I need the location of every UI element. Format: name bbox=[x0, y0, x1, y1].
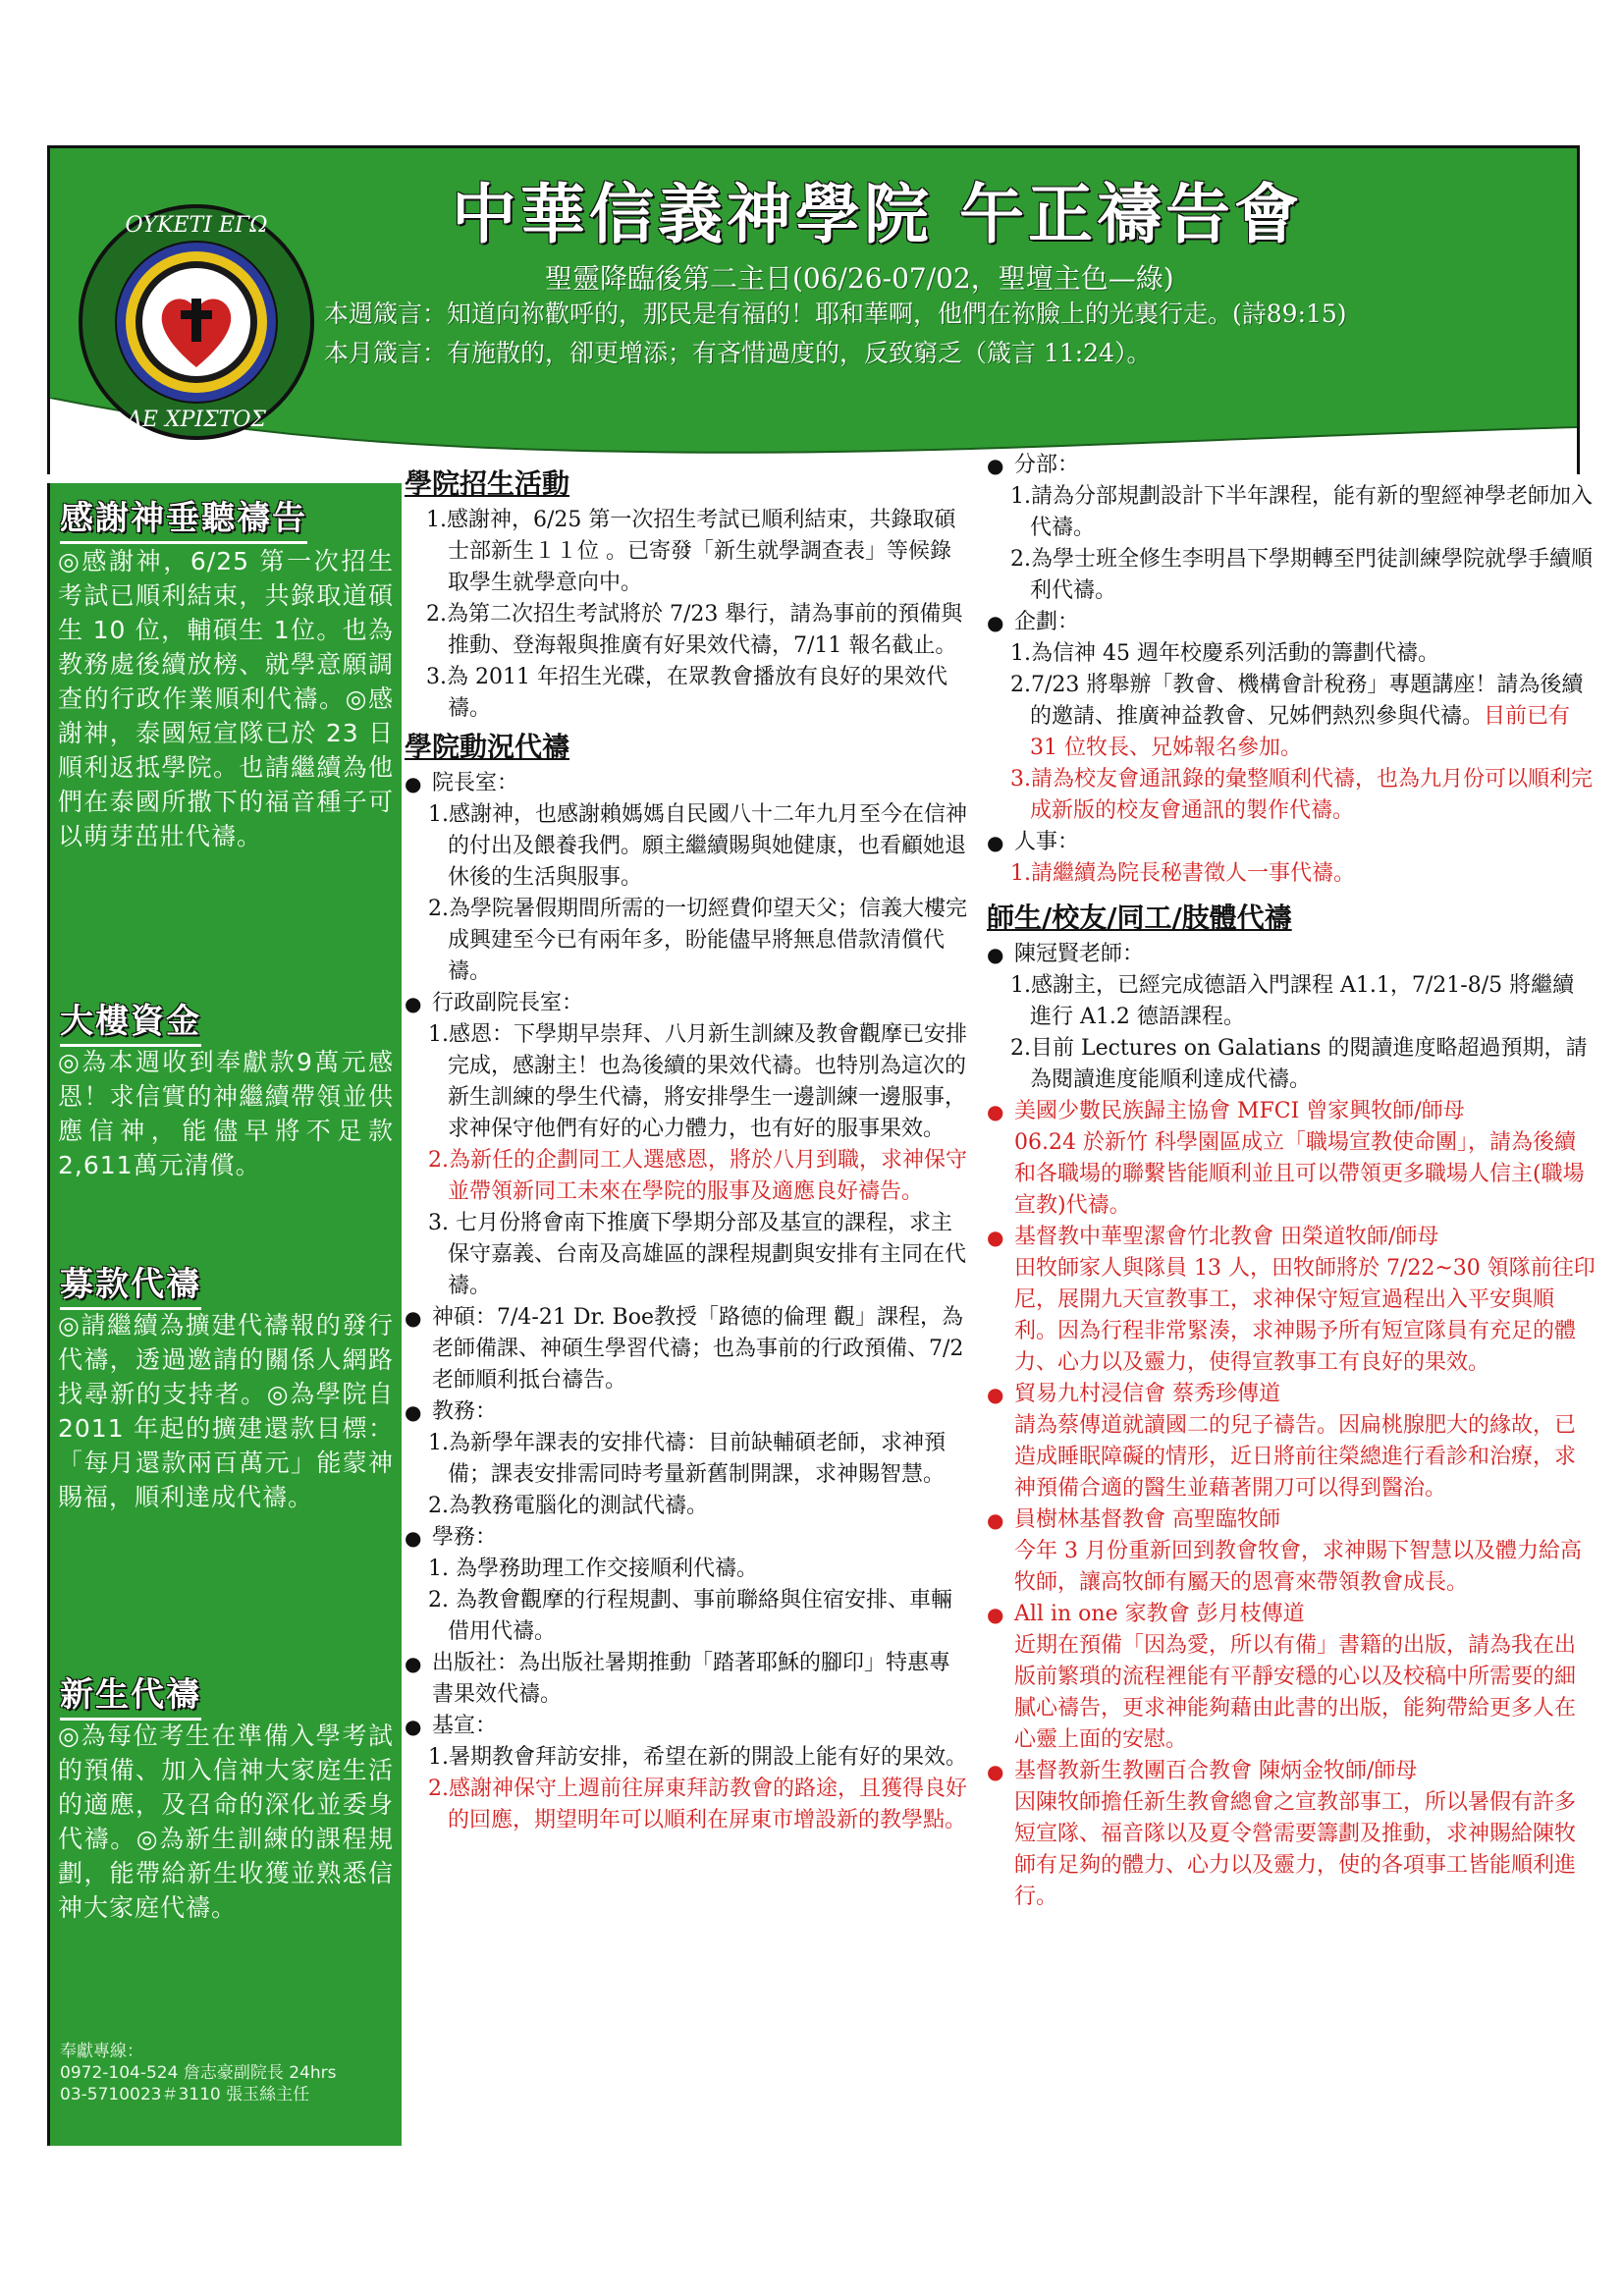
prayer-head-3: ● 貿易九村浸信會 蔡秀珍傳道 bbox=[987, 1379, 1596, 1410]
donation-hotline-label: 奉獻專線： bbox=[60, 2042, 143, 2061]
planning-item-2 bbox=[987, 670, 1596, 764]
sidebar-title-fundraising: 募款代禱 bbox=[60, 1257, 201, 1305]
academic-affairs-label: ● 教務： bbox=[405, 1396, 969, 1428]
prayer-body-3: 請為蔡傳道就讀國二的兒子禱告。因扁桃腺肥大的緣故，已造成睡眠障礙的情形，近日將前往榮總進行看診和治療，求神預備合適的醫生並藉著開刀可以得到醫治。 bbox=[1014, 1413, 1577, 1501]
basic-mission-item-2: 2.感謝神保守上週前往屏東拜訪教會的路途，且獲得良好的回應，期望明年可以順利在屏東市增設新的教學點。 bbox=[428, 1777, 967, 1832]
basic-mission-label: ● 基宣： bbox=[405, 1711, 969, 1742]
thm-item: ● 神碩：7/4-21 Dr. Boe教授「路德的倫理 觀」課程，為老師備課、神碩生學習代禱；也為事前的行政預備、7/2老師順利抵台禱告。 bbox=[405, 1302, 969, 1396]
sidebar-text-new-students: ◎為每位考生在準備入學考試的預備、加入信神大家庭生活的適應，及召命的深化並委身代禱。◎為新生訓練的課程規劃，能帶給新生收獲並熟悉信神大家庭代禱。 bbox=[58, 1722, 394, 1922]
branch-item-1: 1.請為分部規劃設計下半年課程，能有新的聖經神學老師加入代禱。 bbox=[1010, 484, 1593, 540]
sidebar-title-thanks: 感謝神垂聽禱告 bbox=[60, 491, 307, 539]
prayer-body-1: 06.24 於新竹 科學園區成立「職場宣教使命團」，請為後續和各職場的聯繫皆能順利並且可以帶領更多職場人信主(職場宣教)代禱。 bbox=[1014, 1130, 1585, 1218]
planning-item-2-text: 2.7/23 將舉辦「教會、機構會計稅務」專題講座！請為後續的邀請、推廣神益教會、兄姊們熱烈參與代禱。 bbox=[1010, 673, 1584, 729]
planning-item-1: 1.為信神 45 週年校慶系列活動的籌劃代禱。 bbox=[1010, 641, 1439, 666]
personnel-item-1: 1.請繼續為院長秘書徵人一事代禱。 bbox=[1010, 861, 1355, 886]
planning-item-2-update: 目前已有 31 位牧長、兄姊報名參加。 bbox=[1030, 704, 1571, 760]
academic-affairs-item-2: 2.為教務電腦化的測試代禱。 bbox=[428, 1494, 708, 1518]
admissions-item-2: 2.為第二次招生考試將於 7/23 舉行，請為事前的預備與推動、登海報與推廣有好果效代禱，7/11 報名截止。 bbox=[426, 602, 963, 658]
sidebar-title-building-fund: 大樓資金 bbox=[60, 994, 201, 1042]
prayer-body-5: 近期在預備「因為愛，所以有備」書籍的出版，請為我在出版前繁瑣的流程裡能有平靜安穩的心以及校稿中所需要的細膩心禱告，更求神能夠藉由此書的出版，能夠帶給更多人在心靈上面的安慰。 bbox=[1014, 1633, 1577, 1752]
donation-hotline-phone-1: 0972-104-524 詹志豪副院長 24hrs bbox=[60, 2063, 337, 2083]
admissions-item-1: 1.感謝神，6/25 第一次招生考試已順利結束，共錄取碩士部新生１１位 。已寄發「新生就學調查表」等候錄取學生就學意向中。 bbox=[426, 508, 956, 595]
middle-column bbox=[405, 462, 969, 1836]
section-title-seminary-updates: 學院動況代禱 bbox=[405, 731, 570, 763]
vp-item-2: 2.為新任的企劃同工人選感恩，將於八月到職，求神保守並帶領新同工未來在學院的服事及適應良好禱告。 bbox=[428, 1148, 967, 1204]
chen-teacher-item-2: 2.目前 Lectures on Galatians 的閱讀進度略超過預期，請為閱讀進度能順利達成代禱。 bbox=[1010, 1036, 1588, 1092]
dean-item-1: 1.感謝神，也感謝賴媽媽自民國八十二年九月至今在信神的付出及餵養我們。願主繼續賜與她健康，也看顧她退休後的生活與服事。 bbox=[428, 802, 967, 890]
page-title: 中華信義神學院 午正禱告會 bbox=[452, 177, 1303, 252]
chen-teacher-item-1: 1.感謝主，已經完成德語入門課程 A1.1，7/21-8/5 將繼續進行 A1.2 德語課程。 bbox=[1010, 973, 1575, 1029]
donation-hotline-phone-2: 03-5710023＃3110 張玉絲主任 bbox=[60, 2085, 310, 2105]
section-title-community-prayer: 師生/校友/同工/肢體代禱 bbox=[987, 902, 1292, 934]
donation-hotline bbox=[60, 2041, 394, 2105]
sidebar-text-fundraising: ◎請繼續為擴建代禱報的發行代禱，透過邀請的關係人網路找尋新的支持者。◎為學院自 2011 年起的擴建還款目標：「每月還款兩百萬元」能蒙神賜福，順利達成代禱。 bbox=[58, 1311, 394, 1511]
vp-item-3: 3. 七月份將會南下推廣下學期分部及基宣的課程，求主保守嘉義、台南及高雄區的課程規劃與安排有主同在代禱。 bbox=[428, 1211, 967, 1298]
sidebar-text-thanks: ◎感謝神，6/25 第一次招生考試已順利結束，共錄取道碩生 10 位，輔碩生 1位。也為教務處後續放榜、就學意願調查的行政作業順利代禱。◎感謝神，泰國短宣隊已於 23 日順利返抵學院。也請繼續為他們在泰國所撒下的福音種子可以萌芽茁壯代禱。 bbox=[58, 547, 394, 850]
basic-mission-item-1: 1.暑期教會拜訪安排，希望在新的開設上能有好的果效。 bbox=[428, 1745, 967, 1770]
admissions-item-3: 3.為 2011 年招生光碟，在眾教會播放有良好的果效代禱。 bbox=[426, 665, 947, 721]
right-column bbox=[987, 450, 1596, 1913]
vice-president-office-label: ● 行政副院長室： bbox=[405, 988, 969, 1019]
prayer-head-1: ● 美國少數民族歸主協會 MFCI 曾家興牧師/師母 bbox=[987, 1096, 1596, 1127]
prayer-body-2: 田牧師家人與隊員 13 人，田牧師將於 7/22~30 領隊前往印尼，展開九天宣教事工，求神保守短宣過程出入平安與順利。因為行程非常緊湊，求神賜予所有短宣隊員有充足的體力、心力以及靈力，使得宣教事工有良好的果效。 bbox=[1014, 1256, 1596, 1375]
chen-teacher-label: ● 陳冠賢老師： bbox=[987, 939, 1596, 970]
prayer-body-4: 今年 3 月份重新回到教會牧會，求神賜下智慧以及體力給高牧師，讓高牧師有屬天的恩膏來帶領教會成長。 bbox=[1014, 1539, 1582, 1595]
prayer-head-5: ● All in one 家教會 彭月枝傳道 bbox=[987, 1599, 1596, 1630]
vp-item-1: 1.感恩：下學期早崇拜、八月新生訓練及教會觀摩已安排完成，感謝主！也為後續的果效代禱。也特別為這次的新生訓練的學生代禱，將安排學生一邊訓練一邊服事，求神保守他們有好的心力體力，也有好的服事果效。 bbox=[428, 1022, 967, 1141]
liturgical-date-line: 聖靈降臨後第二主日(06/26-07/02，聖壇主色—綠) bbox=[545, 262, 1174, 295]
left-sidebar bbox=[47, 483, 402, 2146]
branch-label: ● 分部： bbox=[987, 450, 1596, 481]
dean-item-2: 2.為學院暑假期間所需的一切經費仰望天父；信義大樓完成興建至今已有兩年多，盼能儘早將無息借款清償代禱。 bbox=[428, 897, 967, 984]
dean-office-label: ● 院長室： bbox=[405, 768, 969, 799]
planning-item-3: 3.請為校友會通訊錄的彙整順利代禱，也為九月份可以順利完成新版的校友會通訊的製作代禱。 bbox=[1010, 767, 1593, 823]
prayer-body-6: 因陳牧師擔任新生教會總會之宣教部事工，所以暑假有許多短宣隊、福音隊以及夏令營需要籌劃及推動，求神賜給陳牧師有足夠的體力、心力以及靈力，使的各項事工皆能順利進行。 bbox=[1014, 1790, 1577, 1909]
planning-label: ● 企劃： bbox=[987, 607, 1596, 638]
student-affairs-item-1: 1. 為學務助理工作交接順利代禱。 bbox=[428, 1557, 758, 1581]
monthly-verse-line: 本月箴言：有施散的，卻更增添；有吝惜過度的，反致窮乏（箴言 11:24）。 bbox=[324, 339, 1152, 367]
prayer-head-6: ● 基督教新生教團百合教會 陳炳金牧師/師母 bbox=[987, 1756, 1596, 1787]
branch-item-2: 2.為學士班全修生李明昌下學期轉至門徒訓練學院就學手續順利代禱。 bbox=[1010, 547, 1593, 603]
sidebar-text-building-fund: ◎為本週收到奉獻款9萬元感恩！求信實的神繼續帶領並供應信神，能儘早將不足款2,611萬元清償。 bbox=[58, 1048, 394, 1179]
svg-text:ΟΥΚΕΤΙ ΕΓΩ: ΟΥΚΕΤΙ ΕΓΩ bbox=[125, 213, 268, 238]
prayer-head-2: ● 基督教中華聖潔會竹北教會 田榮道牧師/師母 bbox=[987, 1222, 1596, 1253]
academic-affairs-item-1: 1.為新學年課表的安排代禱：目前缺輔碩老師，求神預備；課表安排需同時考量新舊制開課，求神賜智慧。 bbox=[428, 1431, 946, 1487]
student-affairs-label: ● 學務： bbox=[405, 1522, 969, 1554]
personnel-label: ● 人事： bbox=[987, 827, 1596, 858]
sidebar-title-new-students: 新生代禱 bbox=[60, 1667, 201, 1716]
student-affairs-item-2: 2. 為教會觀摩的行程規劃、事前聯絡與住宿安排、車輛借用代禱。 bbox=[428, 1588, 952, 1644]
luther-rose-seal-icon bbox=[77, 202, 316, 442]
svg-text:ΔΕ ΧΡΙΣΤΟΣ: ΔΕ ΧΡΙΣΤΟΣ bbox=[127, 408, 266, 432]
prayer-head-4: ● 員樹林基督教會 高聖臨牧師 bbox=[987, 1504, 1596, 1536]
section-title-admissions: 學院招生活動 bbox=[405, 467, 570, 500]
weekly-verse-line: 本週箴言：知道向祢歡呼的，那民是有福的！耶和華啊，他們在祢臉上的光裏行走。(詩89:15) bbox=[324, 300, 1347, 328]
press-item: ● 出版社：為出版社暑期推動「踏著耶穌的腳印」特惠專書果效代禱。 bbox=[405, 1648, 969, 1711]
